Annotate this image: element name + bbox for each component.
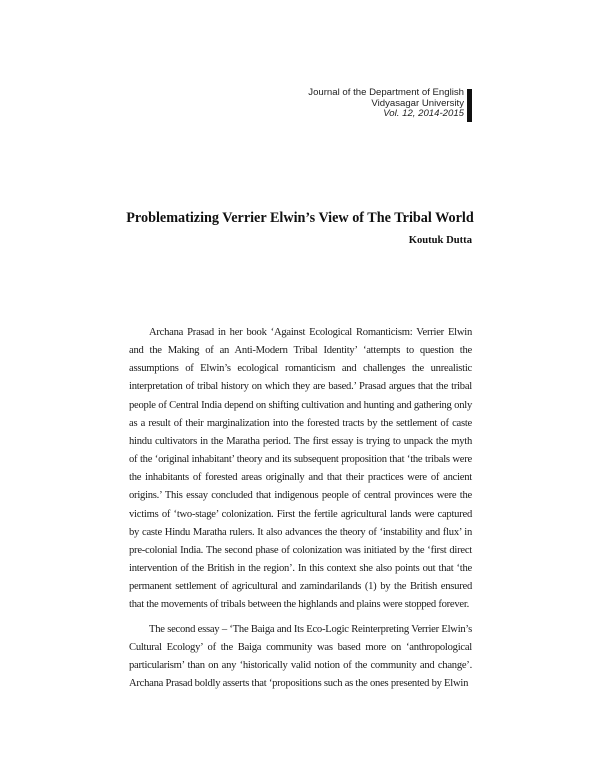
volume-info: Vol. 12, 2014-2015 [383, 108, 464, 120]
header-vertical-bar [467, 89, 472, 122]
article-body [129, 324, 472, 699]
article-author: Koutuk Dutta [408, 235, 472, 246]
university-name: Vidyasagar University [371, 97, 464, 109]
journal-header [308, 88, 464, 120]
article-title: Problematizing Verrier Elwin’s View of The Tribal World [126, 210, 474, 226]
journal-name: Journal of the Department of English [308, 87, 464, 98]
body-paragraph: Archana Prasad in her book ‘Against Ecological Romanticism: Verrier Elwin and the Making of an Anti-Modern Tribal Identity’ ‘attempts to question the assumptions of Elwin’s ecological romanticism and challenges the unrealistic interpretation of tribal history on which they are based.’ Prasad argues that the tribal people of Central India depend on shifting cultivation and hunting and gathering only as a result of their marginalization into the forested tracts by the settlement of caste hindu cultivators in the Maratha period. The first essay is trying to unpack the myth of the ‘original inhabitant’ theory and its subsequent proposition that ‘the tribals were the inhabitants of forested areas originally and that their practices were of ancient origins.’ This essay concluded that indigenous people of central provinces were the victims of ‘two-stage’ colonization. First the fertile agricultural lands were captured by caste Hindu Maratha rulers. It also advances the theory of ‘instability and flux’ in pre-colonial India. The second phase of colonization was initiated by the ‘first direct intervention of the British in the region’. In this context she also points out that ‘the permanent settlement of agricultural and zamindarilands (1) by the British ensured that the movements of tribals between the highlands and plains were stopped forever. [129, 327, 472, 611]
body-paragraph: The second essay – ‘The Baiga and Its Eco-Logic Reinterpreting Verrier Elwin’s Cultural Ecology’ of the Baiga community was based more on ‘anthropological particularism’ than on any ‘historically valid notion of the community and change’. Archana Prasad boldly asserts that ‘propositions such as the ones presented by Elwin [129, 623, 472, 689]
